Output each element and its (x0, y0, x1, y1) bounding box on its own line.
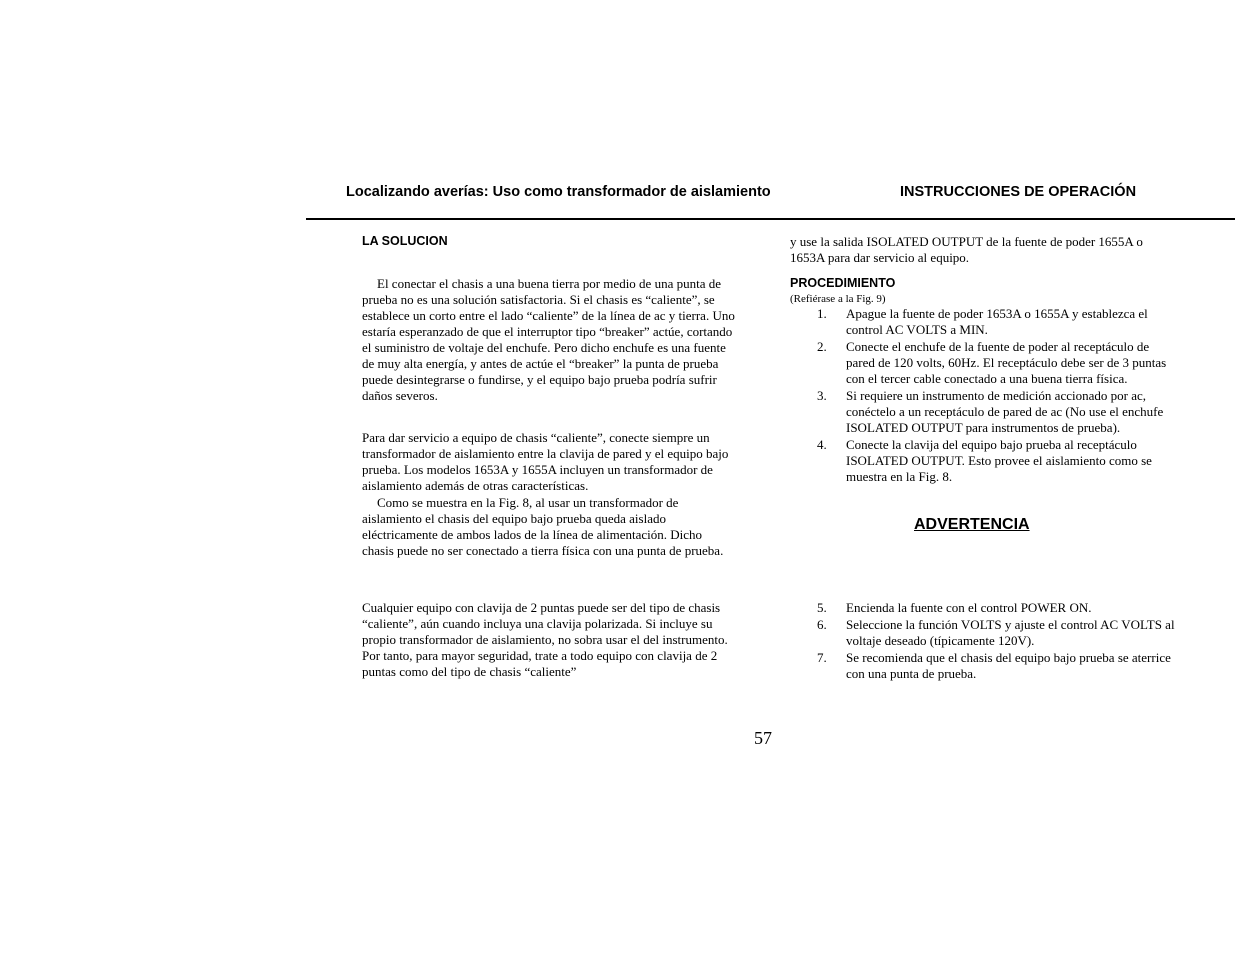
running-header-section: INSTRUCCIONES DE OPERACIÓN (900, 184, 1137, 200)
procedure-step (817, 339, 1177, 387)
running-header-title: Localizando averías: Uso como transformador de aislamiento (346, 184, 771, 200)
step-text: Conecte el enchufe de la fuente de poder al receptáculo de pared de 120 volts, 60Hz. El receptáculo debe ser de 3 puntas con el tercer cable conectado a una buena tierra física. (846, 339, 1167, 386)
procedure-step (817, 306, 1177, 338)
step-text: Seleccione la función VOLTS y ajuste el control AC VOLTS al voltaje deseado (típicamente 120V). (846, 617, 1175, 648)
step-number: 6. (817, 617, 827, 632)
step-text: Apague la fuente de poder 1653A o 1655A y establezca el control AC VOLTS a MIN. (846, 306, 1148, 337)
paragraph-1: El conectar el chasis a una buena tierra por medio de una punta de prueba no es una solución satisfactoria. Si el chasis es “caliente”, se establece un corto entre el lado “caliente” de la línea de ac y tierra. Uno estaría esperanzado de que el interruptor tipo “breaker” actúe, cortando el suministro de voltaje del enchufe. Pero dicho enchufe es una fuente de muy alta energía, y antes de actúe el “breaker” la punta de prueba puede desintegrarse o fundirse, y el equipo bajo prueba podría sufrir daños severos. (362, 276, 735, 403)
step-number: 7. (817, 650, 827, 665)
step-number: 2. (817, 339, 827, 354)
header-rule (306, 218, 1235, 220)
section-heading-solucion: LA SOLUCION (362, 234, 448, 248)
warning-heading: ADVERTENCIA (914, 516, 1030, 533)
step-number: 1. (817, 306, 827, 321)
step-text: Se recomienda que el chasis del equipo bajo prueba se aterrice con una punta de prueba. (846, 650, 1171, 681)
step-text: Encienda la fuente con el control POWER ON. (846, 600, 1092, 615)
section-heading-procedimiento: PROCEDIMIENTO (790, 276, 896, 290)
step-number: 5. (817, 600, 827, 615)
procedure-step (817, 650, 1177, 682)
paragraph-3: Como se muestra en la Fig. 8, al usar un transformador de aislamiento el chasis del equipo bajo prueba queda aislado eléctricamente de ambos lados de la línea de alimentación. Dicho chasis puede no ser conectado a tierra física con una punta de prueba. (362, 495, 724, 558)
figure-reference: (Refiérase a la Fig. 9) (790, 293, 886, 305)
paragraph-2: Para dar servicio a equipo de chasis “caliente”, conecte siempre un transformador de aislamiento entre la clavija de pared y el equipo bajo prueba. Los modelos 1653A y 1655A incluyen un transformador de aislamiento además de otras características. (362, 430, 729, 493)
procedure-step (817, 437, 1177, 485)
procedure-step (817, 388, 1177, 436)
page-number: 57 (754, 728, 772, 748)
step-text: Conecte la clavija del equipo bajo prueba al receptáculo ISOLATED OUTPUT. Esto provee el aislamiento como se muestra en la Fig. 8. (846, 437, 1152, 484)
procedure-step (817, 600, 1177, 616)
procedure-step (817, 617, 1177, 649)
step-number: 3. (817, 388, 827, 403)
step-text: Si requiere un instrumento de medición accionado por ac, conéctelo a un receptáculo de pared de ac (No use el enchufe ISOLATED OUTPUT para instrumentos de prueba). (846, 388, 1164, 435)
continuation-text: y use la salida ISOLATED OUTPUT de la fuente de poder 1655A o 1653A para dar servicio al equipo. (790, 234, 1143, 265)
procedure-steps-2 (817, 600, 1177, 683)
step-number: 4. (817, 437, 827, 452)
procedure-steps-1 (817, 306, 1177, 486)
paragraph-4: Cualquier equipo con clavija de 2 puntas puede ser del tipo de chasis “caliente”, aún cuando incluya una clavija polarizada. Si incluye su propio transformador de aislamiento, no sobra usar el del instrumento. Por tanto, para mayor seguridad, trate a todo equipo con clavija de 2 puntas como del tipo de chasis “caliente” (362, 600, 728, 679)
